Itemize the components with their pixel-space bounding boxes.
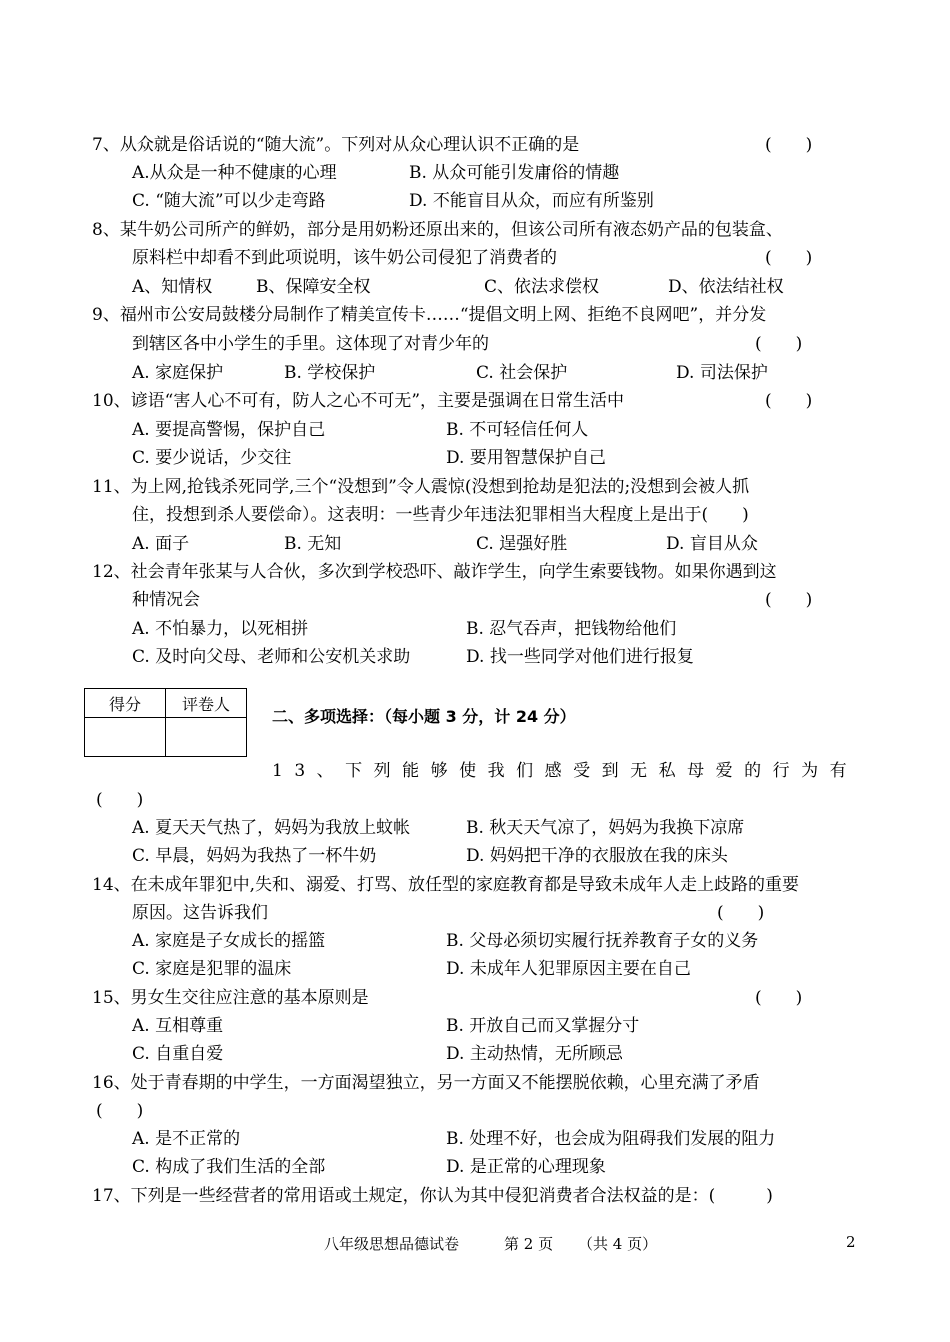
- option-b: B. 秋天天气凉了，妈妈为我换下凉席: [466, 818, 745, 838]
- footer-page: 第 2 页: [504, 1235, 554, 1253]
- question-11-stem: 11、为上网,抢钱杀死同学,三个“没想到”令人震惊(没想到抢劫是犯法的;没想到会被人抓: [92, 477, 750, 497]
- option-a: A. 家庭保护: [132, 363, 224, 383]
- option-b: B、保障安全权: [256, 277, 371, 297]
- question-10-stem: 10、谚语“害人心不可有，防人之心不可无”，主要是强调在日常生活中: [92, 391, 625, 411]
- option-c: C. 及时向父母、老师和公安机关求助: [132, 647, 411, 667]
- option-c: C. 自重自爱: [132, 1044, 224, 1064]
- score-label: 得分: [85, 689, 166, 718]
- question-15-stem: 15、男女生交往应注意的基本原则是: [92, 988, 369, 1008]
- option-a: A. 互相尊重: [132, 1016, 224, 1036]
- question-13-stem: 13、下列能够使我们感受到无私母爱的行为有: [272, 761, 859, 781]
- question-17-stem: 17、下列是一些经营者的常用语或土规定，你认为其中侵犯消费者合法权益的是：( ): [92, 1186, 773, 1206]
- option-d: D. 找一些同学对他们进行报复: [466, 647, 694, 667]
- answer-paren: ( ): [765, 590, 813, 610]
- answer-paren: ( ): [96, 1101, 144, 1121]
- option-b: B. 不可轻信任何人: [446, 420, 589, 440]
- page-number: 2: [846, 1233, 856, 1251]
- option-c: C. “随大流”可以少走弯路: [132, 191, 326, 211]
- answer-paren: ( ): [765, 391, 813, 411]
- option-b: B. 从众可能引发庸俗的情趣: [409, 163, 620, 183]
- options-row: [132, 1015, 640, 1037]
- footer-title: 八年级思想品德试卷: [324, 1235, 460, 1253]
- question-8-stem-cont: 原料栏中却看不到此项说明，该牛奶公司侵犯了消费者的: [132, 248, 557, 268]
- options-row: [132, 618, 677, 640]
- option-c: C. 社会保护: [476, 363, 568, 383]
- option-c: C. 家庭是犯罪的温床: [132, 959, 292, 979]
- answer-paren: ( ): [717, 903, 765, 923]
- option-b: B. 开放自己而又掌握分寸: [446, 1016, 640, 1036]
- option-b: B. 忍气吞声，把钱物给他们: [466, 619, 677, 639]
- question-12-stem-cont: 种情况会: [132, 590, 200, 610]
- option-c: C. 早晨，妈妈为我热了一杯牛奶: [132, 846, 377, 866]
- options-row: [132, 1043, 623, 1065]
- option-a: A. 家庭是子女成长的摇篮: [132, 931, 326, 951]
- option-d: D. 主动热情，无所顾忌: [446, 1044, 623, 1064]
- options-row: [132, 276, 784, 298]
- option-b: B. 父母必须切实履行抚养教育子女的义务: [446, 931, 759, 951]
- question-9-stem-cont: 到辖区各中小学生的手里。这体现了对青少年的: [132, 334, 489, 354]
- options-row: [132, 1128, 776, 1150]
- options-row: [132, 930, 759, 952]
- option-d: D. 司法保护: [676, 363, 768, 383]
- options-row: [132, 533, 758, 555]
- question-9-stem: 9、福州市公安局鼓楼分局制作了精美宣传卡……“提倡文明上网、拒绝不良网吧”，并分发: [92, 305, 767, 325]
- option-c: C、依法求偿权: [484, 277, 600, 297]
- option-a: A. 夏天天气热了，妈妈为我放上蚊帐: [132, 818, 411, 838]
- question-16-stem: 16、处于青春期的中学生，一方面渴望独立，另一方面又不能摆脱依赖，心里充满了矛盾: [92, 1073, 760, 1093]
- option-c: C. 要少说话，少交往: [132, 448, 292, 468]
- option-d: D、依法结社权: [668, 277, 784, 297]
- option-a: A. 是不正常的: [132, 1129, 241, 1149]
- answer-paren: ( ): [765, 135, 813, 155]
- question-12-stem: 12、社会青年张某与人合伙，多次到学校恐吓、敲诈学生，向学生索要钱物。如果你遇到这: [92, 562, 777, 582]
- options-row: [132, 362, 768, 384]
- grader-label: 评卷人: [166, 689, 247, 718]
- options-row: [132, 1156, 606, 1178]
- section-heading: 二、多项选择：（每小题 3 分，计 24 分）: [272, 707, 576, 726]
- option-d: D. 盲目从众: [666, 534, 758, 554]
- options-row: [132, 958, 691, 980]
- options-row: [132, 419, 589, 441]
- options-row: [132, 190, 654, 212]
- option-b: B. 无知: [284, 534, 342, 554]
- options-row: [132, 646, 694, 668]
- grader-cell[interactable]: [166, 718, 247, 757]
- answer-paren: ( ): [96, 790, 144, 810]
- question-7-stem: 7、从众就是俗话说的“随大流”。下列对从众心理认识不正确的是: [92, 135, 580, 155]
- option-b: B. 学校保护: [284, 363, 376, 383]
- question-8-stem: 8、某牛奶公司所产的鲜奶，部分是用奶粉还原出来的，但该公司所有液态奶产品的包装盒、: [92, 220, 783, 240]
- options-row: [132, 817, 745, 839]
- question-14-stem: 14、在未成年罪犯中,失和、溺爱、打骂、放任型的家庭教育都是导致未成年人走上歧路的重要: [92, 875, 800, 895]
- option-a: A. 面子: [132, 534, 190, 554]
- option-d: D. 妈妈把干净的衣服放在我的床头: [466, 846, 728, 866]
- question-14-stem-cont: 原因。这告诉我们: [132, 903, 268, 923]
- score-cell[interactable]: [85, 718, 166, 757]
- options-row: [132, 845, 728, 867]
- score-table: [84, 688, 247, 757]
- option-d: D. 未成年人犯罪原因主要在自己: [446, 959, 691, 979]
- option-a: A. 要提高警惕，保护自己: [132, 420, 326, 440]
- answer-paren: ( ): [755, 988, 803, 1008]
- option-c: C. 构成了我们生活的全部: [132, 1157, 326, 1177]
- option-a: A.从众是一种不健康的心理: [132, 163, 337, 183]
- answer-paren: ( ): [765, 248, 813, 268]
- option-b: B. 处理不好，也会成为阻碍我们发展的阻力: [446, 1129, 776, 1149]
- option-d: D. 不能盲目从众，而应有所鉴别: [409, 191, 654, 211]
- option-d: D. 要用智慧保护自己: [446, 448, 606, 468]
- options-row: [132, 447, 606, 469]
- footer-total: （共 4 页）: [578, 1235, 658, 1253]
- option-d: D. 是正常的心理现象: [446, 1157, 606, 1177]
- option-a: A. 不怕暴力，以死相拼: [132, 619, 309, 639]
- option-a: A、知情权: [132, 277, 213, 297]
- options-row: [132, 162, 620, 184]
- answer-paren: ( ): [755, 334, 803, 354]
- question-11-stem-cont: 住，投想到杀人要偿命）。这表明：一些青少年违法犯罪相当大程度上是出于( ): [132, 505, 749, 525]
- option-c: C. 逞强好胜: [476, 534, 568, 554]
